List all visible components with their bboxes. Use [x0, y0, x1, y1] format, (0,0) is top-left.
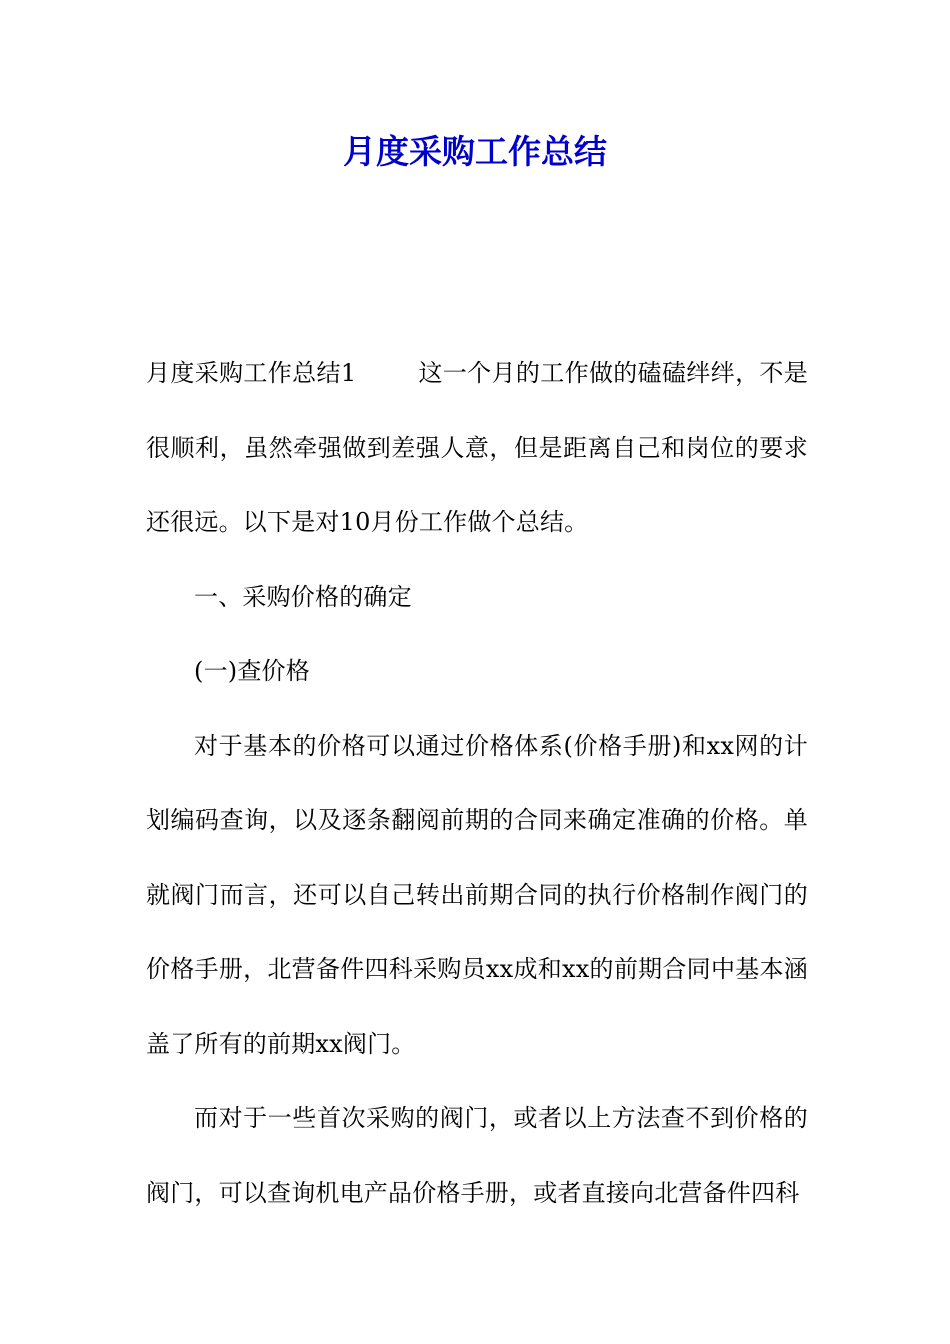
- body-paragraph-2: 而对于一些首次采购的阀门，或者以上方法查不到价格的阀门，可以查询机电产品价格手册，或者直接向北营备件四科: [146, 1104, 808, 1207]
- document-body: [146, 336, 808, 1230]
- intro-text: 这一个月的工作做的磕磕绊绊，不是很顺利，虽然牵强做到差强人意，但是距离自己和岗位的要求还很远。以下是对10月份工作做个总结。: [146, 359, 808, 536]
- intro-heading: 月度采购工作总结1: [146, 359, 357, 387]
- body-paragraph-1: 对于基本的价格可以通过价格体系(价格手册)和xx网的计划编码查询，以及逐条翻阅前期的合同来确定准确的价格。单就阀门而言，还可以自己转出前期合同的执行价格制作阀门的价格手册，北营备件四科采购员xx成和xx的前期合同中基本涵盖了所有的前期xx阀门。: [146, 731, 808, 1058]
- page-title: 月度采购工作总结: [343, 132, 607, 171]
- intro-paragraph: [146, 336, 808, 560]
- section-heading: 一、采购价格的确定: [194, 582, 412, 611]
- subsection-heading: (一)查价格: [194, 657, 310, 685]
